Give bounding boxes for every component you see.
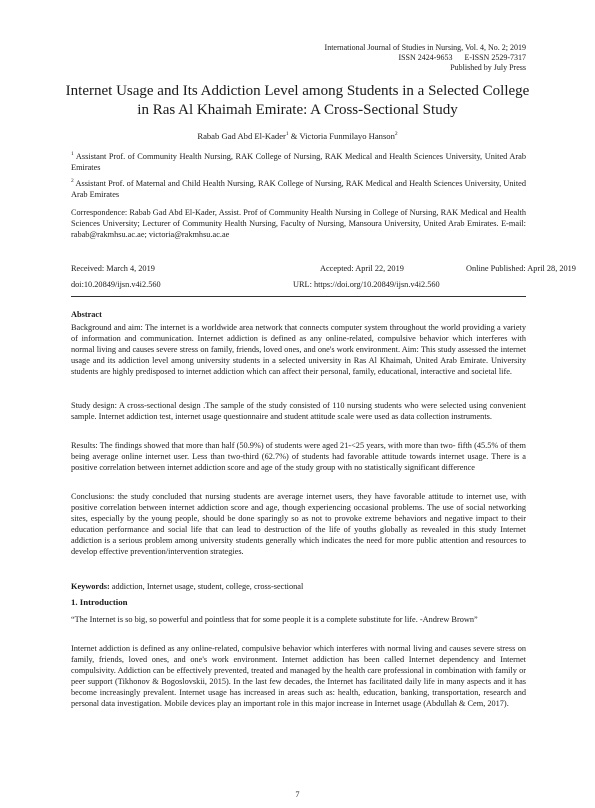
accepted-date: Accepted: April 22, 2019	[320, 264, 404, 273]
published-date: Online Published: April 28, 2019	[466, 264, 576, 273]
abstract-conclusions: Conclusions: the study concluded that nursing students are average internet users, they have favorable attitude to internet use, with positive correlation between internet addiction score and age, though experiencing occasional problems. The use of social networking sites, especially by the young people, should be done sparingly so as not to provoke extreme behaviors and negative impact to their education performance and social life that can lead to destruction of the life of youths globally as revealed in this study Internet addiction is a serious problem among university students generally which indicates the need for more public attention and resources to develop effective prevention/intervention strategies.	[71, 492, 526, 557]
affiliation-text: Assistant Prof. of Community Health Nursing, RAK College of Nursing, RAK Medical and Health Sciences University, United Arab Emirates	[71, 152, 526, 173]
section-heading: 1. Introduction	[71, 597, 128, 607]
keywords-text: addiction, Internet usage, student, college, cross-sectional	[109, 582, 304, 591]
doi: doi:10.20849/ijsn.v4i2.560	[71, 280, 161, 289]
affiliation-text: Assistant Prof. of Maternal and Child Health Nursing, RAK College of Nursing, RAK Medical and Health Sciences University, United Arab Emirates	[71, 179, 526, 200]
author-name: Rabab Gad Abd El-Kader	[197, 131, 286, 141]
abstract-results: Results: The findings showed that more than half (50.9%) of students were aged 21-<25 years, with more than two- fifth (45.5% of them being average online internet user. Less than two-third (62.7%) of students had favorable attitude towards internet usage. There is a positive correlation between internet addiction score and age of the study group with no statistically significant difference	[71, 441, 526, 473]
journal-issn: ISSN 2424-9653 E-ISSN 2529-7317	[398, 53, 526, 62]
author-list	[60, 131, 535, 142]
author-name: Victoria Funmilayo Hanson	[299, 131, 395, 141]
abstract-heading: Abstract	[71, 310, 102, 319]
intro-paragraph: Internet addiction is defined as any online-related, compulsive behavior which interferes with normal living and causes severe stress on family, friends, loved ones, and one's work environment. Internet addiction has been called Internet dependency and Internet compulsivity. Addiction can be effectively prevented, treated and managed by the health care professional in combination with family or peer support (Tikhonov & Bogoslovskii, 2015). In the last few decades, the Internet has facilitated daily life in many aspects and it has become increasingly prevalent. Internet usage has increased in areas such as: health, education, banking, transportation, research and personal data investigation. Mobile devices play an important role in this major increase in Internet usage (Abdullah & Cem, 2017).	[71, 644, 526, 709]
author-affiliation-mark: 1	[285, 131, 289, 138]
page-number: 7	[295, 790, 300, 799]
paper-title: Internet Usage and Its Addiction Level among Students in a Selected College in Ras Al Khaimah Emirate: A Cross-Sectional Study	[65, 83, 530, 118]
abstract-background: Background and aim: The internet is a worldwide area network that connects computer system throughout the world providing a variety of information and communication. Internet addiction is defined as any online-related, compulsive behavior which interferes with normal living and causes severe stress on family, friends, loved ones, and one's work environment. Aim: This study assessed the internet usage and its addiction level among university students in a selected university in Ras Al Khaimah, United Arab Emirate. University students are highly predisposed to internet addiction which can affect their personal, family, educational, interactive and societal life.	[71, 323, 526, 377]
affiliation	[71, 178, 526, 200]
abstract-design: Study design: A cross-sectional design .The sample of the study consisted of 110 nursing students who were selected using convenient sample. Internet addiction test, internet usage questionnaire and student attitude scale were used as data collection instruments.	[71, 401, 526, 422]
keywords-label: Keywords:	[71, 582, 110, 591]
intro-quote: “The Internet is so big, so powerful and pointless that for some people it is a complete substitute for life. -Andrew Brown”	[71, 615, 478, 624]
received-date: Received: March 4, 2019	[71, 264, 155, 273]
journal-publisher: Published by July Press	[450, 63, 526, 72]
affiliation-number: 1	[71, 151, 74, 158]
doi-url[interactable]: URL: https://doi.org/10.20849/ijsn.v4i2.560	[293, 280, 440, 289]
keywords	[71, 581, 526, 592]
affiliation	[71, 151, 526, 173]
author-affiliation-mark: 2	[394, 131, 398, 138]
affiliation-number: 2	[71, 178, 74, 185]
author-separator: &	[288, 131, 300, 141]
divider	[71, 296, 526, 297]
journal-citation: International Journal of Studies in Nursing, Vol. 4, No. 2; 2019	[324, 43, 526, 52]
journal-header	[226, 43, 526, 73]
correspondence: Correspondence: Rabab Gad Abd El-Kader, Assist. Prof of Community Health Nursing in College of Nursing, RAK Medical and Health Sciences University; Lecturer of Community Health Nursing, Faculty of Nursing, Mansoura University, United Arab Emirates. E-mail: rabab@rakmhsu.ac.ae; victoria@rakmhsu.ac.ae	[71, 208, 526, 240]
